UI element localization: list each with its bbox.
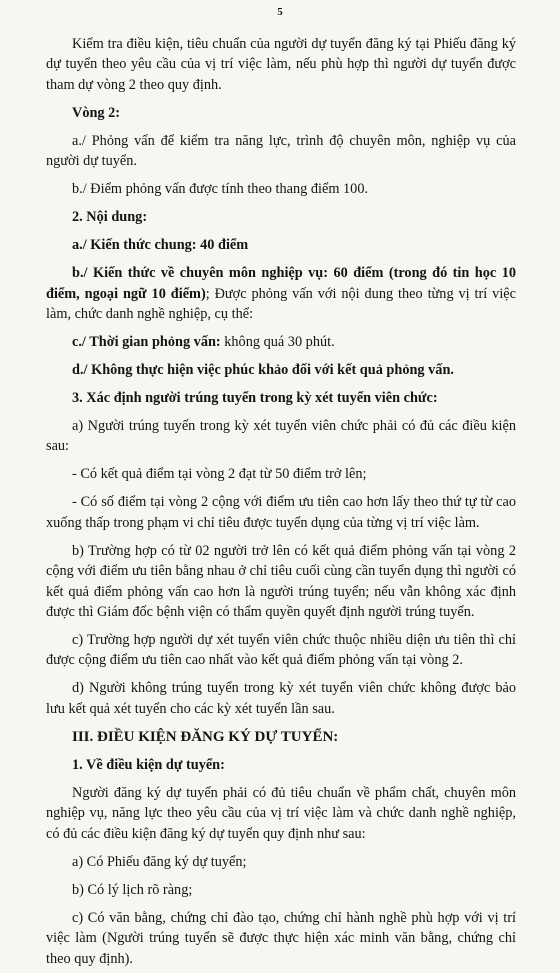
vong2-item-b: b./ Điểm phỏng vấn được tính theo thang điểm 100.	[72, 181, 369, 198]
heading-xac-dinh: 3. Xác định người trúng tuyển trong kỳ xét tuyển viên chức:	[72, 390, 438, 407]
noi-dung-item-a: a./ Kiến thức chung: 40 điểm	[72, 237, 249, 254]
noi-dung-item-c	[46, 332, 516, 352]
dieu-kien-item-c: c) Có văn bằng, chứng chỉ đào tạo, chứng chỉ hành nghề phù hợp với vị trí việc làm (Người trúng tuyển sẽ được thực hiện xác minh văn bằng, chứng chỉ theo quy định).	[46, 909, 516, 967]
xac-dinh-item-c: c) Trường hợp người dự xét tuyển viên chức thuộc nhiều diện ưu tiên thì chỉ được cộng điểm ưu tiên cao nhất vào kết quả điểm phỏng vấn tại vòng 2.	[46, 632, 516, 669]
heading-noi-dung: 2. Nội dung:	[72, 209, 148, 226]
heading-section-iii: III. ĐIỀU KIỆN ĐĂNG KÝ DỰ TUYỂN:	[72, 728, 339, 745]
xac-dinh-item-a1: - Có kết quả điểm tại vòng 2 đạt từ 50 điểm trở lên;	[72, 466, 367, 483]
noi-dung-item-b-bold: b./ Kiến thức về chuyên môn nghiệp vụ: 60 điểm (trong đó tin học 10 điểm, ngoại ngữ 10 điểm)	[46, 265, 516, 302]
noi-dung-item-b-rest: ; Được phỏng vấn với nội dung theo từng vị trí việc làm, chức danh nghề nghiệp, cụ thể:	[46, 285, 516, 323]
xac-dinh-item-a2: - Có số điểm tại vòng 2 cộng với điểm ưu tiên cao hơn lấy theo thứ tự từ cao xuống thấp trong phạm vi chỉ tiêu được tuyển dụng của từng vị trí việc làm.	[46, 494, 516, 531]
heading-vong2: Vòng 2:	[72, 104, 121, 121]
vong2-item-a: a./ Phỏng vấn để kiểm tra năng lực, trình độ chuyên môn, nghiệp vụ của người dự tuyển.	[46, 132, 516, 170]
dieu-kien-intro: Người đăng ký dự tuyển phải có đủ tiêu chuẩn về phẩm chất, chuyên môn nghiệp vụ, năng lực theo yêu cầu của vị trí việc làm và chức danh nghề nghiệp, có đủ các điều kiện đăng ký dự tuyển quy định như sau:	[46, 784, 516, 842]
heading-dieu-kien: 1. Về điều kiện dự tuyển:	[72, 756, 225, 773]
noi-dung-item-c-rest: không quá 30 phút.	[220, 334, 335, 351]
noi-dung-item-b	[46, 263, 516, 324]
document-body	[46, 34, 516, 973]
dieu-kien-item-a: a) Có Phiếu đăng ký dự tuyển;	[72, 853, 247, 870]
noi-dung-item-d: d./ Không thực hiện việc phúc khảo đối với kết quả phỏng vấn.	[72, 362, 454, 379]
dieu-kien-item-b: b) Có lý lịch rõ ràng;	[72, 881, 193, 898]
page-number: 5	[277, 6, 283, 18]
xac-dinh-item-a: a) Người trúng tuyển trong kỳ xét tuyển viên chức phải có đủ các điều kiện sau:	[46, 418, 516, 455]
paragraph-vong1-check: Kiểm tra điều kiện, tiêu chuẩn của người dự tuyển đăng ký tại Phiếu đăng ký dự tuyển theo yêu cầu của vị trí việc làm, nếu phù hợp thì người dự tuyển được tham dự vòng 2 theo quy định.	[46, 36, 516, 93]
noi-dung-item-c-bold: c./ Thời gian phỏng vấn:	[72, 334, 221, 351]
xac-dinh-item-d: d) Người không trúng tuyển trong kỳ xét tuyển viên chức không được bảo lưu kết quả xét tuyển cho các kỳ xét tuyển lần sau.	[46, 680, 516, 717]
xac-dinh-item-b: b) Trường hợp có từ 02 người trở lên có kết quả điểm phỏng vấn tại vòng 2 cộng với điểm ưu tiên bằng nhau ở chỉ tiêu cuối cùng cần tuyển dụng thì người có kết quả điểm phỏng vấn cao hơn là người trúng tuyển; nếu vẫn không xác định được thì Giám đốc bệnh viện có thẩm quyền quyết định người trúng tuyển.	[46, 542, 516, 621]
